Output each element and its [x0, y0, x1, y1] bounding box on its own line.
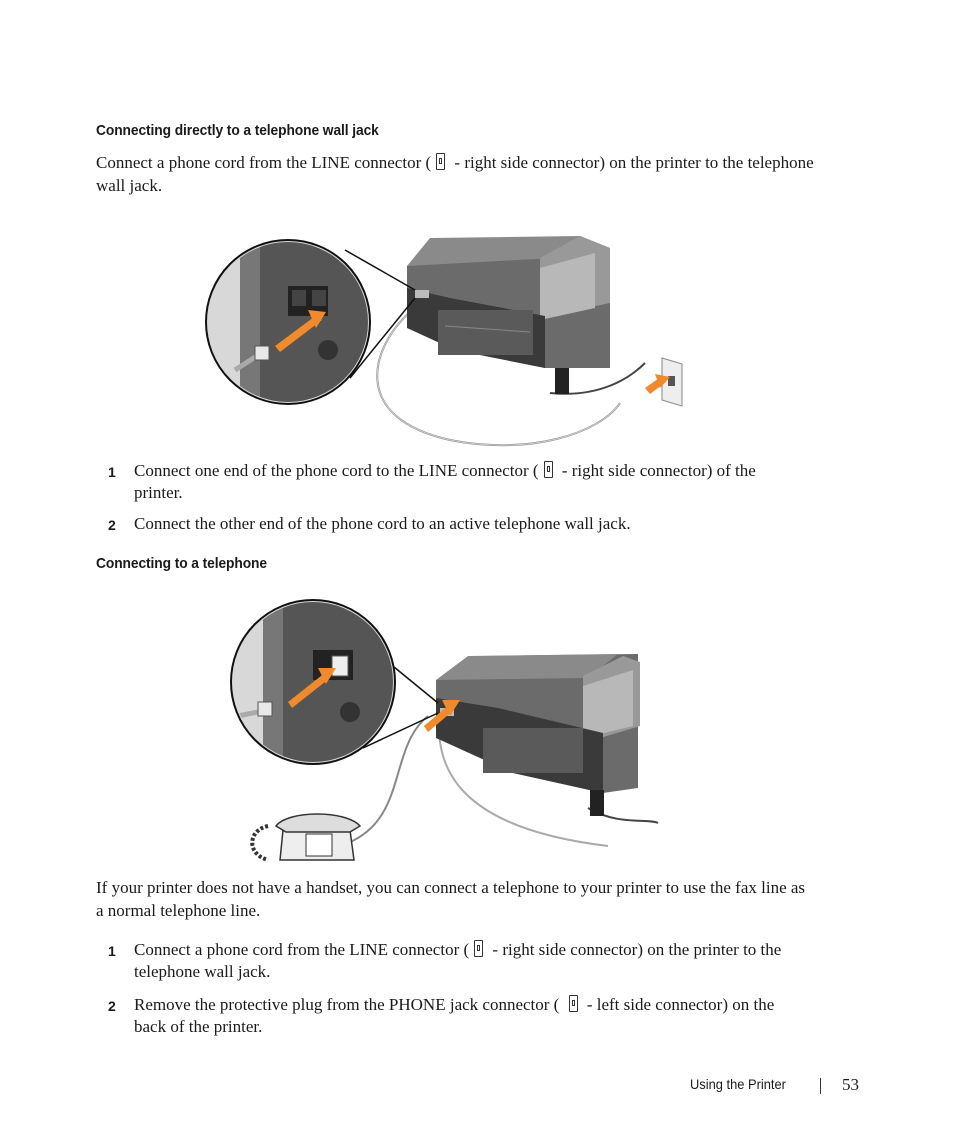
- wall-jack-step-1: [108, 460, 808, 504]
- step-number: 1: [108, 943, 116, 959]
- telephone-intro: If your printer does not have a handset, you can connect a telephone to your printer to use the fax line as a normal telephone line.: [96, 878, 806, 920]
- step-text: Connect the other end of the phone cord to an active telephone wall jack.: [134, 514, 631, 533]
- printer-image: [436, 654, 640, 816]
- wall-jack-intro: [96, 151, 816, 197]
- step-text-start: Connect one end of the phone cord to the LINE connector (: [134, 461, 539, 480]
- section-heading-wall-jack: Connecting directly to a telephone wall jack: [96, 122, 379, 139]
- intro-text-start: Connect a phone cord from the LINE connector (: [96, 153, 432, 172]
- step-text-end: - left side connector) on the back of the printer.: [134, 995, 775, 1036]
- page-number: 53: [842, 1075, 859, 1094]
- step-number: 2: [108, 998, 116, 1014]
- step-text-start: Connect a phone cord from the LINE connector (: [134, 940, 470, 959]
- footer-divider: [820, 1078, 821, 1094]
- phone-connector-icon: [569, 995, 578, 1012]
- line-connector-icon: [474, 940, 483, 957]
- wall-jack-illustration: [200, 228, 700, 450]
- telephone-step-2: [108, 994, 808, 1038]
- footer-section-title: Using the Printer: [690, 1076, 786, 1092]
- printer-image: [407, 236, 610, 394]
- line-connector-icon: [544, 461, 553, 478]
- wall-jack-step-2: [108, 513, 808, 535]
- section-heading-telephone: Connecting to a telephone: [96, 555, 267, 572]
- step-number: 1: [108, 464, 116, 480]
- step-text-end: - right side connector) on the printer to the telephone wall jack.: [134, 940, 782, 981]
- step-text-start: Remove the protective plug from the PHONE jack connector (: [134, 995, 564, 1014]
- telephone-image: [252, 814, 360, 860]
- step-text-end: - right side connector) of the printer.: [134, 461, 756, 502]
- telephone-step-1: [108, 939, 808, 983]
- telephone-illustration: [228, 598, 668, 873]
- line-connector-icon: [436, 153, 445, 170]
- step-number: 2: [108, 517, 116, 533]
- intro-text-end: - right side connector) on the printer to the telephone wall jack.: [96, 153, 814, 195]
